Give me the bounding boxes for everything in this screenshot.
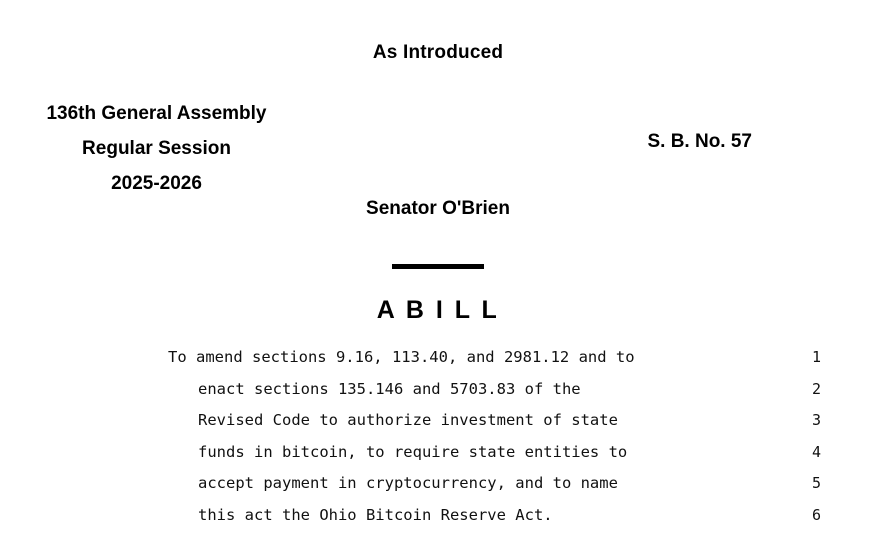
session-label: Regular Session: [82, 138, 231, 159]
bill-body-line-text: accept payment in cryptocurrency, and to name: [198, 474, 618, 492]
horizontal-rule: [392, 264, 484, 269]
session-years-label: 2025-2026: [111, 173, 202, 194]
bill-body-line-text: enact sections 135.146 and 5703.83 of the: [198, 379, 581, 398]
bill-body-line: [0, 468, 876, 500]
bill-body-line: [0, 342, 876, 374]
document-status-heading: As Introduced: [372, 42, 504, 63]
divider: [0, 256, 876, 274]
sponsor-label: Senator O'Brien: [366, 198, 510, 219]
bill-body-line-text: this act the Ohio Bitcoin Reserve Act.: [198, 505, 553, 524]
bill-number-label: S. B. No. 57: [647, 131, 752, 152]
bill-body-line-text: funds in bitcoin, to require state entities to: [198, 442, 628, 461]
bill-body-line-number: 2: [812, 379, 822, 398]
bill-body-line: [0, 437, 876, 469]
bill-body-line-number: 3: [812, 411, 822, 429]
page-title: A B I L L: [376, 296, 500, 324]
assembly-info-block: [24, 96, 289, 201]
bill-body-line: [0, 500, 876, 532]
bill-body-line-number: 4: [812, 442, 822, 461]
bill-body-line: [0, 374, 876, 406]
bill-body-line: [0, 405, 876, 437]
bill-body-line-text: Revised Code to authorize investment of state: [198, 411, 618, 429]
bill-body-line-text: To amend sections 9.16, 113.40, and 2981.12 and to: [168, 348, 635, 366]
general-assembly-label: 136th General Assembly: [46, 103, 267, 124]
bill-body-line-number: 5: [812, 474, 822, 492]
bill-body-line-number: 1: [812, 348, 822, 366]
bill-body-line-number: 6: [812, 505, 822, 524]
bill-body: [0, 342, 876, 531]
